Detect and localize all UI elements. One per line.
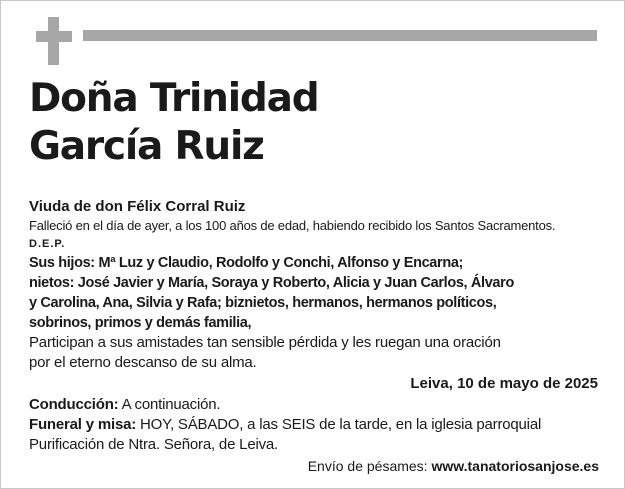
widow-of: Viuda de don Félix Corral Ruiz (29, 198, 246, 215)
family-line: nietos: José Javier y María, Soraya y Roberto, Alicia y Juan Carlos, Álvaro (29, 275, 514, 291)
dep-text: D.E.P. (29, 238, 66, 250)
condolences-link[interactable]: www.tanatoriosanjose.es (431, 458, 599, 474)
family-line: y Carolina, Ana, Silvia y Rafa; biznietos, hermanos, hermanos políticos, (29, 295, 497, 311)
cross-icon (36, 17, 72, 65)
funeral-line-1: HOY, SÁBADO, a las SEIS de la tarde, en la iglesia parroquial (140, 416, 542, 433)
funeral (29, 415, 599, 435)
announcement-line: Participan a sus amistades tan sensible pérdida y les ruegan una oración (29, 334, 501, 351)
name-line-2: García Ruiz (29, 124, 264, 169)
announcement (29, 333, 599, 373)
conduccion-label: Conducción: (29, 396, 119, 413)
family-line: Sus hijos: Mª Luz y Claudio, Rodolfo y Conchi, Alfonso y Encarna; (29, 255, 464, 271)
family-line: sobrinos, primos y demás familia, (29, 315, 252, 331)
header-rule (83, 30, 597, 41)
funeral-label: Funeral y misa: (29, 416, 137, 433)
condolences-footer (29, 455, 599, 477)
name-line-1: Doña Trinidad (29, 76, 319, 121)
conduccion (29, 395, 599, 415)
obituary-body (29, 197, 599, 477)
passed-away-text: Falleció en el día de ayer, a los 100 años de edad, habiendo recibido los Santos Sacramentos. (29, 218, 556, 233)
place-date: Leiva, 10 de mayo de 2025 (410, 375, 598, 392)
condolences-label: Envío de pésames: (307, 458, 428, 474)
conduccion-value: A continuación. (121, 396, 221, 413)
deceased-name (29, 75, 318, 171)
funeral-line-2: Purificación de Ntra. Señora, de Leiva. (29, 436, 279, 453)
announcement-line: por el eterno descanso de su alma. (29, 354, 257, 371)
family-list (29, 253, 599, 333)
